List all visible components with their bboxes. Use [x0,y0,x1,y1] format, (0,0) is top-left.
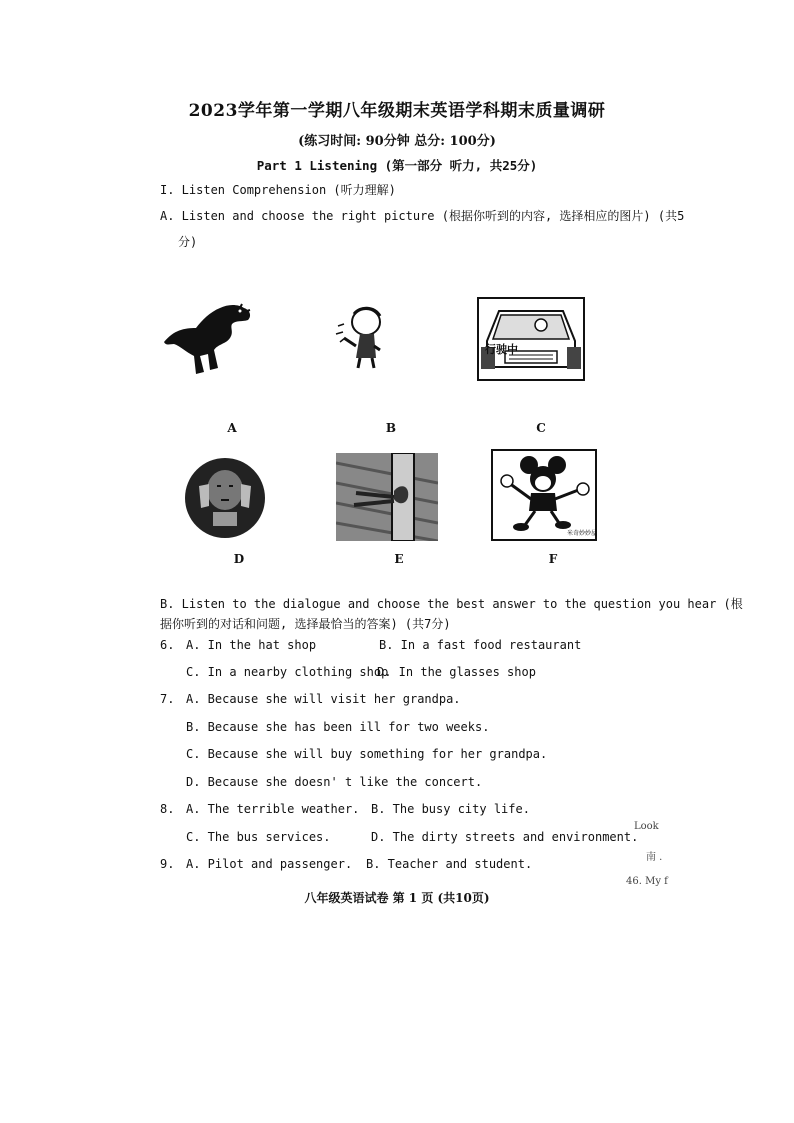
part-heading: Part 1 Listening (第一部分 听力, 共25分) [256,158,538,173]
picture-label-c: C [536,421,546,435]
question-option[interactable]: D. The dirty streets and environment. [371,830,639,844]
dinosaur-icon [160,298,256,378]
question-option[interactable]: A. Because she will visit her grandpa. [186,692,461,706]
car-driver-icon [477,297,585,381]
question-number: 9. [160,857,175,871]
question-option[interactable]: C. In a nearby clothing shop [186,665,389,679]
question-option[interactable]: A. In the hat shop [186,638,317,652]
car-sign-text: 行驶中 [485,343,518,356]
part-a-instruction-line2: 分) [178,235,198,249]
question-option[interactable]: C. The bus services. [186,830,331,844]
picture-label-d: D [233,552,245,566]
mickey-caption: 米奇妙妙屋 [567,530,597,537]
margin-fragment: Look [634,821,659,832]
question-option[interactable]: B. Because she has been ill for two weeks. [186,720,490,734]
question-option[interactable]: C. Because she will buy something for her grandpa. [186,747,548,761]
question-number: 7. [160,692,175,706]
picture-label-f: F [548,552,558,566]
question-number: 6. [160,638,175,652]
picture-label-a: A [227,421,237,435]
part-a-instruction-line1: A. Listen and choose the right picture (根据你听到的内容, 选择相应的图片) (共5 [160,209,685,223]
margin-fragment: 46. My f [626,876,668,887]
question-number: 8. [160,802,175,816]
exam-title: 2023学年第一学期八年级期末英语学科期末质量调研 [188,101,606,121]
picture-label-e: E [394,552,404,566]
question-option[interactable]: B. In a fast food restaurant [379,638,582,652]
mickey-mouse-icon [491,449,597,541]
exam-subtitle: (练习时间: 90分钟 总分: 100分) [298,134,496,149]
question-option[interactable]: A. Pilot and passenger. [186,857,353,871]
sneezing-boy-icon [330,302,392,372]
page-footer: 八年级英语试卷 第 1 页 (共10页) [304,891,490,905]
margin-fragment: 南 . [646,852,663,863]
section-heading: I. Listen Comprehension (听力理解) [160,183,396,197]
door-handle-icon [336,453,438,541]
question-option[interactable]: D. Because she doesn' t like the concert. [186,775,483,789]
question-option[interactable]: B. Teacher and student. [366,857,533,871]
question-option[interactable]: D. In the glasses shop [377,665,536,679]
part-b-instruction-line2: 据你听到的对话和问题, 选择最恰当的答案) (共7分) [160,617,451,631]
question-option[interactable]: B. The busy city life. [371,802,530,816]
question-option[interactable]: A. The terrible weather. [186,802,360,816]
part-b-instruction-line1: B. Listen to the dialogue and choose the best answer to the question you hear (根 [160,597,743,611]
picture-label-b: B [385,421,397,435]
covered-ears-icon [183,456,267,540]
